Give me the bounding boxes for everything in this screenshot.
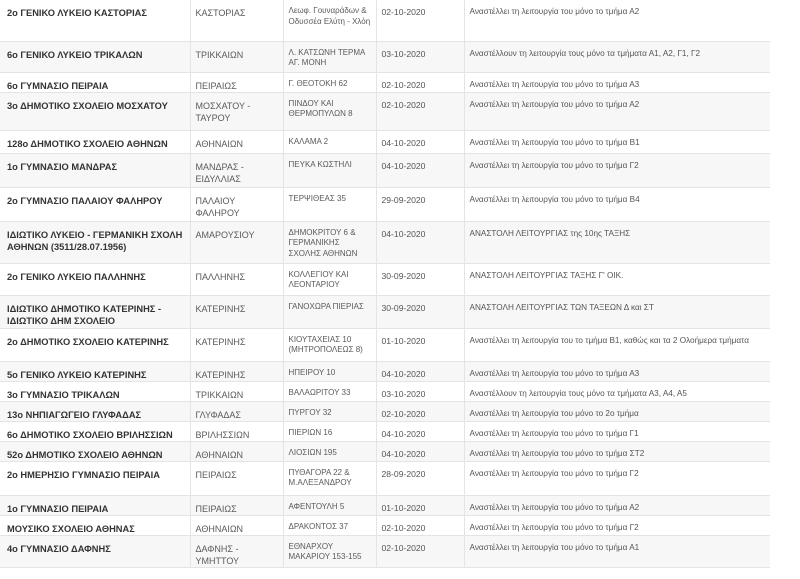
closure-date: 03-10-2020 xyxy=(376,381,464,401)
closure-date: 04-10-2020 xyxy=(376,421,464,441)
table-row xyxy=(0,187,770,221)
table-row xyxy=(0,381,770,401)
school-name: ΙΔΙΩΤΙΚΟ ΛΥΚΕΙΟ - ΓΕΡΜΑΝΙΚΗ ΣΧΟΛΗ ΑΘΗΝΩΝ (3511/28.07.1956) xyxy=(0,221,190,263)
closure-note: Αναστέλλει τη λειτουργία του μόνο το τμήμα Β4 xyxy=(464,187,770,221)
area-name: ΚΑΤΕΡΙΝΗΣ xyxy=(190,295,283,328)
table-row xyxy=(0,441,770,461)
area-name: ΔΑΦΝΗΣ - ΥΜΗΤΤΟΥ xyxy=(190,535,283,567)
closure-date: 02-10-2020 xyxy=(376,401,464,421)
closure-date: 04-10-2020 xyxy=(376,153,464,187)
area-name: ΑΘΗΝΑΙΩΝ xyxy=(190,130,283,153)
school-name: 1ο ΓΥΜΝΑΣΙΟ ΠΕΙΡΑΙΑ xyxy=(0,495,190,515)
closure-date: 02-10-2020 xyxy=(376,535,464,567)
school-name: 2ο ΓΕΝΙΚΟ ΛΥΚΕΙΟ ΚΑΣΤΟΡΙΑΣ xyxy=(0,0,190,41)
area-name: ΠΑΛΛΗΝΗΣ xyxy=(190,263,283,295)
school-address: Λεωφ. Γουναράδων & Οδυσσέα Ελύτη - Χλόη xyxy=(283,0,376,41)
closure-note: Αναστέλλουν τη λειτουργία τους μόνο τα τμήματα Α1, Α2, Γ1, Γ2 xyxy=(464,41,770,72)
closure-date: 02-10-2020 xyxy=(376,72,464,92)
table-row xyxy=(0,515,770,535)
table-row xyxy=(0,72,770,92)
closure-note: Αναστέλλει τη λειτουργία του μόνο το τμήμα Α1 xyxy=(464,535,770,567)
closure-date: 04-10-2020 xyxy=(376,221,464,263)
school-address: ΠΥΘΑΓΟΡΑ 22 & Μ.ΑΛΕΞΑΝΔΡΟΥ xyxy=(283,461,376,495)
closure-date: 30-09-2020 xyxy=(376,295,464,328)
area-name: ΒΡΙΛΗΣΣΙΩΝ xyxy=(190,421,283,441)
school-name: 13ο ΝΗΠΙΑΓΩΓΕΙΟ ΓΛΥΦΑΔΑΣ xyxy=(0,401,190,421)
closure-note: Αναστέλλει τη λειτουργία του μόνο το τμήμα Γ1 xyxy=(464,421,770,441)
table-row xyxy=(0,0,770,41)
school-name: 3ο ΓΥΜΝΑΣΙΟ ΤΡΙΚΑΛΩΝ xyxy=(0,381,190,401)
closure-date: 04-10-2020 xyxy=(376,361,464,381)
area-name: ΠΕΙΡΑΙΩΣ xyxy=(190,72,283,92)
closure-date: 03-10-2020 xyxy=(376,41,464,72)
area-name: ΑΘΗΝΑΙΩΝ xyxy=(190,441,283,461)
area-name: ΑΘΗΝΑΙΩΝ xyxy=(190,515,283,535)
school-address: ΠΥΡΓΟΥ 32 xyxy=(283,401,376,421)
school-name: 4ο ΓΥΜΝΑΣΙΟ ΔΑΦΝΗΣ xyxy=(0,535,190,567)
table-row xyxy=(0,130,770,153)
closure-note: Αναστέλλει τη λειτουργία του μόνο το τμήμα Α2 xyxy=(464,0,770,41)
closure-date: 02-10-2020 xyxy=(376,0,464,41)
table-row xyxy=(0,401,770,421)
area-name: ΚΑΤΕΡΙΝΗΣ xyxy=(190,361,283,381)
table-row xyxy=(0,495,770,515)
school-address: ΚΙΟΥΤΑΧΕΙΑΣ 10 (ΜΗΤΡΟΠΟΛΕΩΣ 8) xyxy=(283,328,376,361)
school-name: 1ο ΓΥΜΝΑΣΙΟ ΜΑΝΔΡΑΣ xyxy=(0,153,190,187)
closure-date: 28-09-2020 xyxy=(376,461,464,495)
table-row xyxy=(0,221,770,263)
closure-date: 04-10-2020 xyxy=(376,130,464,153)
table-row xyxy=(0,295,770,328)
page-margin xyxy=(770,0,800,579)
area-name: ΤΡΙΚΚΑΙΩΝ xyxy=(190,381,283,401)
closure-date: 01-10-2020 xyxy=(376,328,464,361)
school-address: Γ. ΘΕΟΤΟΚΗ 62 xyxy=(283,72,376,92)
school-address: ΗΠΕΙΡΟΥ 10 xyxy=(283,361,376,381)
table-row xyxy=(0,92,770,130)
table-row xyxy=(0,361,770,381)
school-address: ΚΟΛΛΕΓΙΟΥ ΚΑΙ ΛΕΟΝΤΑΡΙΟΥ xyxy=(283,263,376,295)
closure-note: ΑΝΑΣΤΟΛΗ ΛΕΙΤΟΥΡΓΙΑΣ ΤΩΝ ΤΑΞΕΩΝ Δ και ΣΤ xyxy=(464,295,770,328)
school-name: ΙΔΙΩΤΙΚΟ ΔΗΜΟΤΙΚΟ ΚΑΤΕΡΙΝΗΣ - ΙΔΙΩΤΙΚΟ ΔΗΜ ΣΧΟΛΕΙΟ xyxy=(0,295,190,328)
area-name: ΜΑΝΔΡΑΣ - ΕΙΔΥΛΛΙΑΣ xyxy=(190,153,283,187)
school-address: ΕΘΝΑΡΧΟΥ ΜΑΚΑΡΙΟΥ 153-155 xyxy=(283,535,376,567)
school-name: ΜΟΥΣΙΚΟ ΣΧΟΛΕΙΟ ΑΘΗΝΑΣ xyxy=(0,515,190,535)
school-address: Λ. ΚΑΤΣΩΝΗ ΤΕΡΜΑ ΑΓ. ΜΟΝΗ xyxy=(283,41,376,72)
table-row xyxy=(0,461,770,495)
area-name: ΠΑΛΑΙΟΥ ΦΑΛΗΡΟΥ xyxy=(190,187,283,221)
school-name: 128ο ΔΗΜΟΤΙΚΟ ΣΧΟΛΕΙΟ ΑΘΗΝΩΝ xyxy=(0,130,190,153)
school-address: ΚΑΛΑΜΑ 2 xyxy=(283,130,376,153)
closure-date: 02-10-2020 xyxy=(376,515,464,535)
school-address: ΒΑΛΑΩΡΙΤΟΥ 33 xyxy=(283,381,376,401)
table-row xyxy=(0,263,770,295)
closure-date: 30-09-2020 xyxy=(376,263,464,295)
closure-note: Αναστέλλει τη λειτουργία του μόνο το τμήμα ΣΤ2 xyxy=(464,441,770,461)
area-name: ΤΡΙΚΚΑΙΩΝ xyxy=(190,41,283,72)
school-address: ΑΦΕΝΤΟΥΛΗ 5 xyxy=(283,495,376,515)
school-name: 6ο ΔΗΜΟΤΙΚΟ ΣΧΟΛΕΙΟ ΒΡΙΛΗΣΣΙΩΝ xyxy=(0,421,190,441)
school-name: 2ο ΓΥΜΝΑΣΙΟ ΠΑΛΑΙΟΥ ΦΑΛΗΡΟΥ xyxy=(0,187,190,221)
closure-date: 29-09-2020 xyxy=(376,187,464,221)
school-name: 6ο ΓΥΜΝΑΣΙΟ ΠΕΙΡΑΙΑ xyxy=(0,72,190,92)
area-name: ΠΕΙΡΑΙΩΣ xyxy=(190,461,283,495)
school-name: 2ο ΓΕΝΙΚΟ ΛΥΚΕΙΟ ΠΑΛΛΗΝΗΣ xyxy=(0,263,190,295)
closure-note: Αναστέλλει τη λειτουργία του μόνο το τμήμα Α3 xyxy=(464,361,770,381)
closure-note: ΑΝΑΣΤΟΛΗ ΛΕΙΤΟΥΡΓΙΑΣ ΤΑΞΗΣ Γ' ΟΙΚ. xyxy=(464,263,770,295)
closure-note: Αναστέλλει τη λειτουργία του το τμήμα Β1, καθώς και τα 2 Ολοήμερα τμήματα xyxy=(464,328,770,361)
area-name: ΜΟΣΧΑΤΟΥ - ΤΑΥΡΟΥ xyxy=(190,92,283,130)
school-address: ΠΙΝΔΟΥ ΚΑΙ ΘΕΡΜΟΠΥΛΩΝ 8 xyxy=(283,92,376,130)
school-name: 2ο ΗΜΕΡΗΣΙΟ ΓΥΜΝΑΣΙΟ ΠΕΙΡΑΙΑ xyxy=(0,461,190,495)
closure-note: Αναστέλλει τη λειτουργία του μόνο το τμήμα Γ2 xyxy=(464,153,770,187)
school-address: ΔΡΑΚΟΝΤΟΣ 37 xyxy=(283,515,376,535)
closure-date: 04-10-2020 xyxy=(376,441,464,461)
closure-note: Αναστέλλει τη λειτουργία του μόνο το τμήμα Β1 xyxy=(464,130,770,153)
closure-note: Αναστέλλει τη λειτουργία του μόνο το τμήμα Α2 xyxy=(464,92,770,130)
closure-note: Αναστέλλει τη λειτουργία του μόνο το τμήμα Γ2 xyxy=(464,515,770,535)
school-address: ΠΕΥΚΑ ΚΩΣΤΗΛΙ xyxy=(283,153,376,187)
closure-note: ΑΝΑΣΤΟΛΗ ΛΕΙΤΟΥΡΓΙΑΣ της 10ης ΤΑΞΗΣ xyxy=(464,221,770,263)
area-name: ΠΕΙΡΑΙΩΣ xyxy=(190,495,283,515)
closure-note: Αναστέλλει τη λειτουργία του μόνο το 2ο τμήμα xyxy=(464,401,770,421)
school-address: ΤΕΡΨΙΘΕΑΣ 35 xyxy=(283,187,376,221)
school-name: 5ο ΓΕΝΙΚΟ ΛΥΚΕΙΟ ΚΑΤΕΡΙΝΗΣ xyxy=(0,361,190,381)
school-name: 6ο ΓΕΝΙΚΟ ΛΥΚΕΙΟ ΤΡΙΚΑΛΩΝ xyxy=(0,41,190,72)
school-name: 2ο ΔΗΜΟΤΙΚΟ ΣΧΟΛΕΙΟ ΚΑΤΕΡΙΝΗΣ xyxy=(0,328,190,361)
school-name: 3ο ΔΗΜΟΤΙΚΟ ΣΧΟΛΕΙΟ ΜΟΣΧΑΤΟΥ xyxy=(0,92,190,130)
table-row xyxy=(0,421,770,441)
school-address: ΠΙΕΡΙΩΝ 16 xyxy=(283,421,376,441)
table-row xyxy=(0,328,770,361)
school-address: ΓΑΝΟΧΩΡΑ ΠΙΕΡΙΑΣ xyxy=(283,295,376,328)
closure-note: Αναστέλλει τη λειτουργία του μόνο το τμήμα Γ2 xyxy=(464,461,770,495)
table-row xyxy=(0,535,770,567)
school-address: ΛΙΟΣΙΩΝ 195 xyxy=(283,441,376,461)
school-address: ΔΗΜΟΚΡΙΤΟΥ 6 & ΓΕΡΜΑΝΙΚΗΣ ΣΧΟΛΗΣ ΑΘΗΝΩΝ xyxy=(283,221,376,263)
closure-note: Αναστέλλουν τη λειτουργία τους μόνο τα τμήματα Α3, Α4, Α5 xyxy=(464,381,770,401)
table-row xyxy=(0,41,770,72)
closure-date: 01-10-2020 xyxy=(376,495,464,515)
closure-note: Αναστέλλει τη λειτουργία του μόνο το τμήμα Α3 xyxy=(464,72,770,92)
area-name: ΚΑΤΕΡΙΝΗΣ xyxy=(190,328,283,361)
area-name: ΓΛΥΦΑΔΑΣ xyxy=(190,401,283,421)
closure-note: Αναστέλλει τη λειτουργία του μόνο το τμήμα Α2 xyxy=(464,495,770,515)
area-name: ΚΑΣΤΟΡΙΑΣ xyxy=(190,0,283,41)
closure-date: 02-10-2020 xyxy=(376,92,464,130)
area-name: ΑΜΑΡΟΥΣΙΟΥ xyxy=(190,221,283,263)
school-name: 52ο ΔΗΜΟΤΙΚΟ ΣΧΟΛΕΙΟ ΑΘΗΝΩΝ xyxy=(0,441,190,461)
table-row xyxy=(0,153,770,187)
